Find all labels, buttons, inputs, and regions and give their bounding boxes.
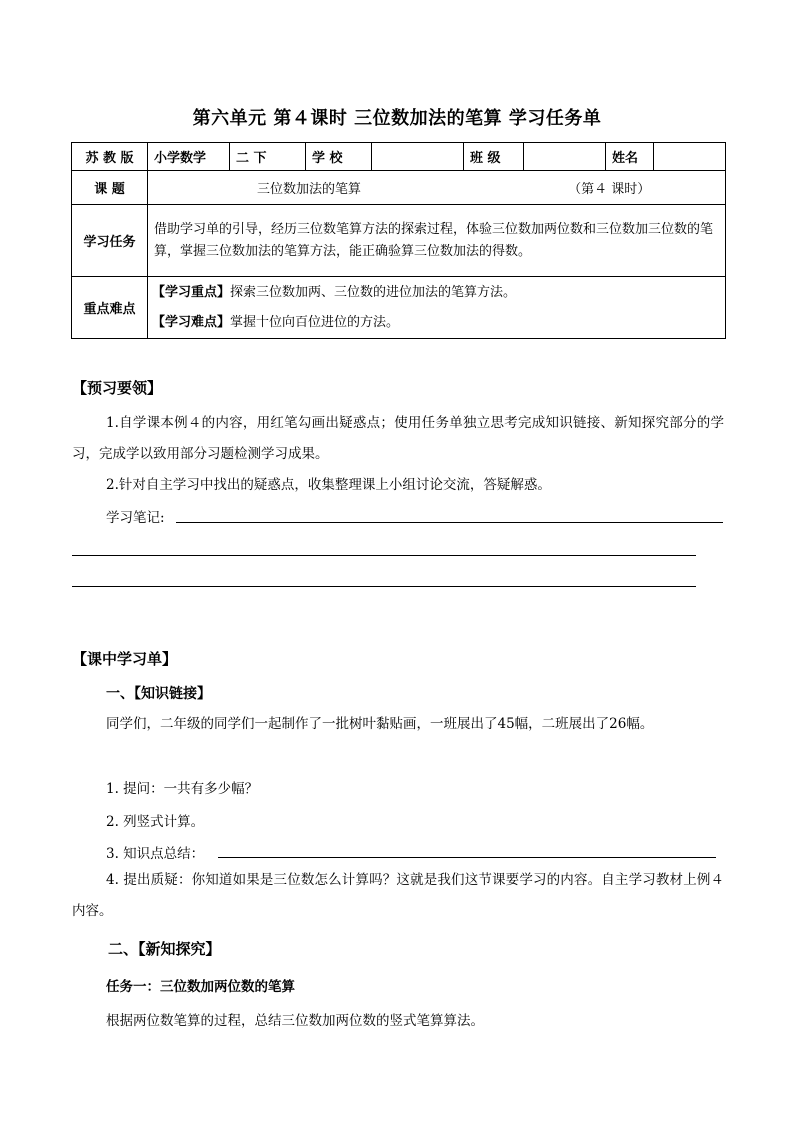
topic-cell	[148, 171, 726, 205]
publisher-cell: 苏 教 版	[72, 143, 148, 171]
difficulty-tag: 【学习难点】	[152, 314, 231, 330]
info-table	[71, 142, 726, 339]
class-label: 班 级	[464, 143, 524, 171]
knowledge-link-intro: 同学们，二年级的同学们一起制作了一批树叶黏贴画，一班展出了45幅，二班展出了26幅。	[106, 716, 654, 732]
key-cell	[148, 277, 726, 339]
new-knowledge-heading: 二、【新知探究】	[108, 940, 221, 958]
page-title: 第六单元 第４课时 三位数加法的笔算 学习任务单	[192, 108, 602, 129]
info-row-topic	[72, 171, 726, 205]
lesson-number: （第４ 课时）	[568, 182, 651, 197]
preview-paragraph-2: 2.针对自主学习中找出的疑惑点，收集整理课上小组讨论交流，答疑解惑。	[106, 477, 551, 493]
school-label: 学 校	[306, 143, 372, 171]
preview-paragraph-1: 1.自学课本例４的内容，用红笔勾画出疑惑点；使用任务单独立思考完成知识链接、新知探究部分的学习，完成学以致用部分习题检测学习成果。	[72, 415, 724, 462]
task-label: 学习任务	[72, 205, 148, 277]
notes-label: 学习笔记:	[106, 510, 165, 526]
question-3: 3. 知识点总结：	[106, 846, 205, 862]
question-2: 2. 列竖式计算。	[106, 814, 205, 830]
school-value[interactable]	[372, 143, 464, 171]
topic-label: 课 题	[72, 171, 148, 205]
question-4: 4. 提出质疑：你知道如果是三位数怎么计算吗？这就是我们这节课要学习的内容。自主学习教材上例４内容。	[72, 872, 724, 919]
difficulty-text: 掌握十位向百位进位的方法。	[230, 314, 400, 330]
class-value[interactable]	[524, 143, 606, 171]
subject-cell: 小学数学	[148, 143, 230, 171]
task1-heading: 任务一：三位数加两位数的笔算	[106, 979, 295, 995]
topic-value: 三位数加法的笔算	[256, 182, 361, 197]
summary-answer-line[interactable]	[218, 857, 716, 858]
name-value[interactable]	[654, 143, 726, 171]
info-row-key	[72, 277, 726, 339]
task-value: 借助学习单的引导，经历三位数笔算方法的探索过程，体验三位数加两位数和三位数加三位数的笔算，掌握三位数加法的笔算方法，能正确验算三位数加法的得数。	[148, 205, 726, 277]
key-label: 重点难点	[72, 277, 148, 339]
grade-cell: 二 下	[230, 143, 306, 171]
notes-line-3[interactable]	[72, 586, 696, 587]
preview-heading: 【预习要领】	[72, 379, 163, 397]
name-label: 姓名	[606, 143, 654, 171]
notes-line-2[interactable]	[72, 555, 696, 556]
question-1: 1. 提问：一共有多少幅？	[106, 781, 259, 797]
task1-text: 根据两位数笔算的过程，总结三位数加两位数的竖式笔算算法。	[106, 1013, 484, 1029]
info-row-task	[72, 205, 726, 277]
knowledge-link-heading: 一、【知识链接】	[106, 686, 211, 702]
class-sheet-heading: 【课中学习单】	[72, 650, 178, 668]
info-row-header	[72, 143, 726, 171]
key-point-text: 探索三位数加两、三位数的进位加法的笔算方法。	[230, 284, 517, 300]
key-point-tag: 【学习重点】	[152, 284, 231, 300]
notes-line-1[interactable]	[176, 522, 723, 523]
